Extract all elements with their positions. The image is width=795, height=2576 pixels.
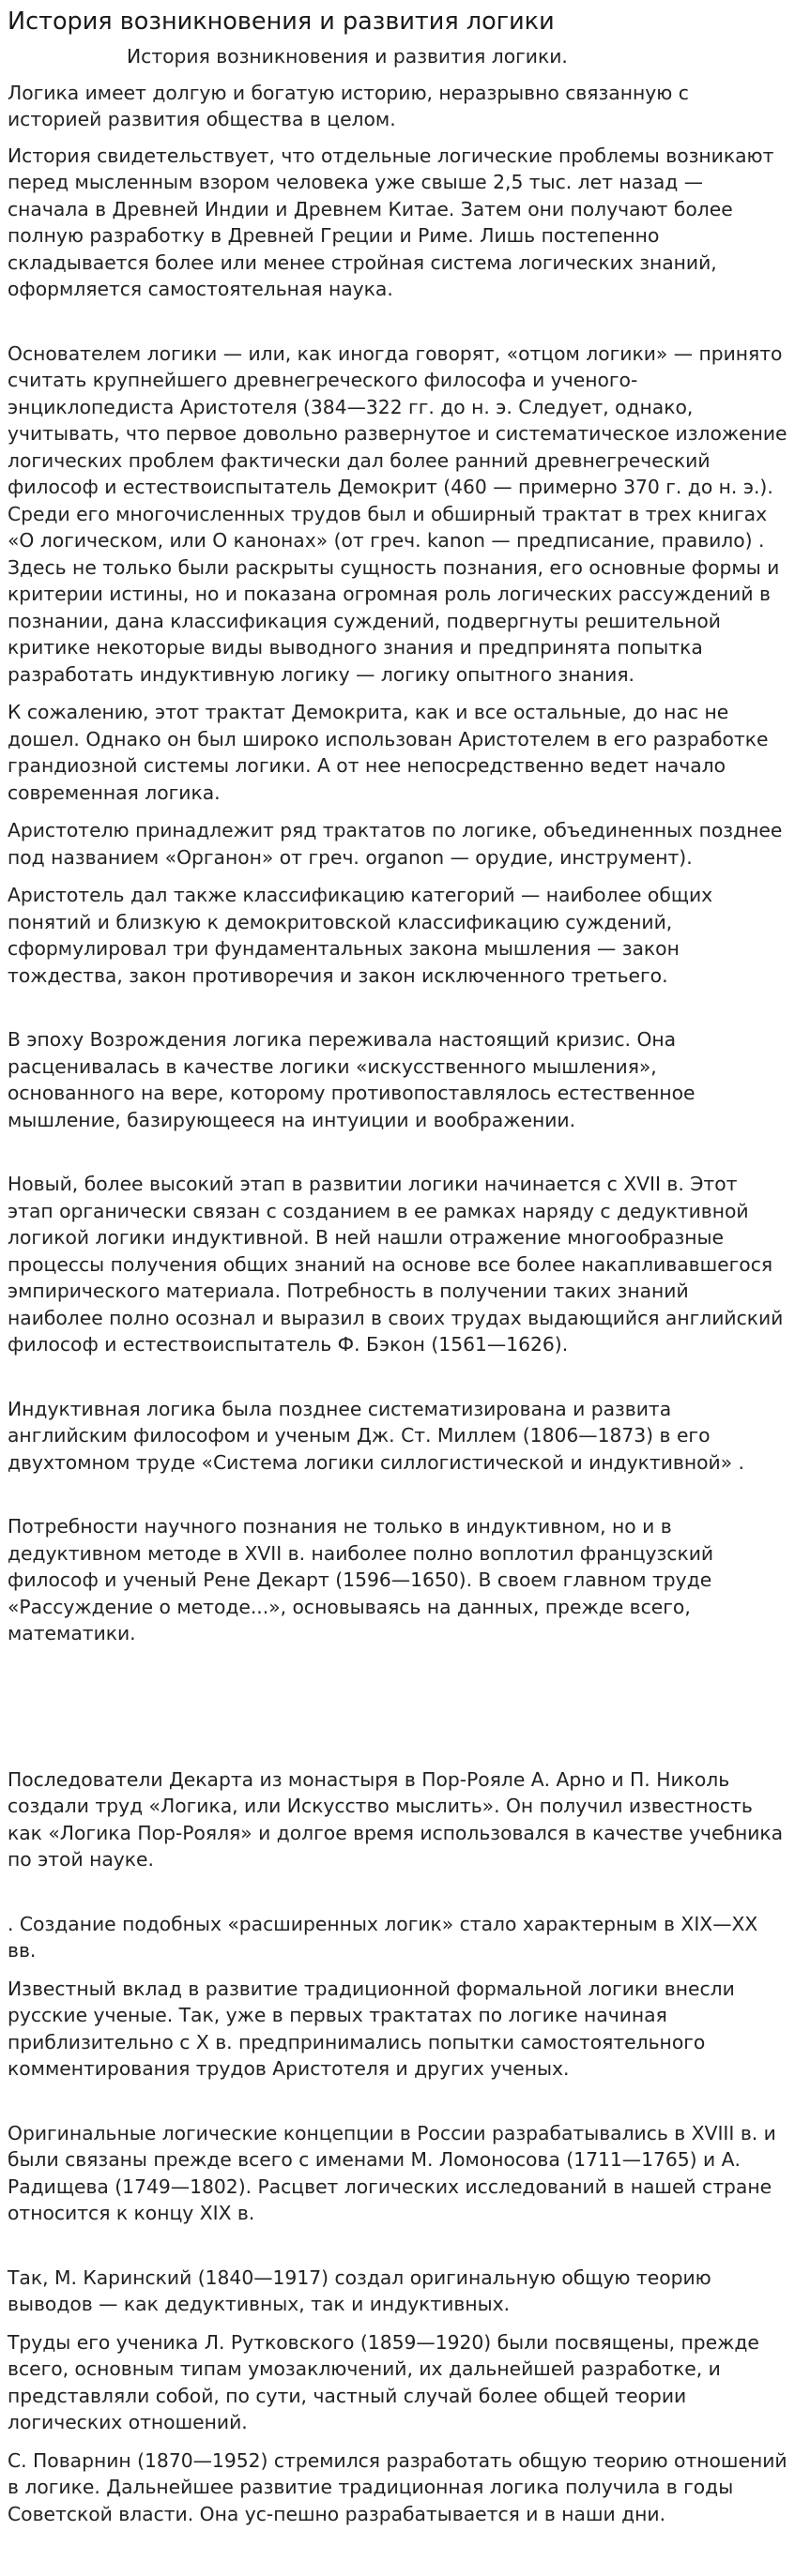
paragraph-inductive-logic: Индуктивная логика была позднее систематизирована и развита английским философом и ученым Дж. Ст. Миллем (1806—1873) в его двухтомном труде «Система логики силлогистической и индуктивной» .	[8, 1397, 744, 1474]
page-subtitle: История возникновения и развития логики.	[127, 45, 568, 68]
paragraph-karinsky: Так, М. Каринский (1840—1917) создал оригинальную общую теорию выводов — как дедуктивных, так и индуктивных.	[8, 2265, 711, 2315]
paragraph-extended-logics: . Создание подобных «расширенных логик» стало характерным в XIX—XX вв.	[8, 1912, 758, 1962]
paragraph-aristotle-categories: Аристотель дал также классификацию категорий — наиболее общих понятий и близкую к демокритовской классификацию суждений, сформулировал три фундаментальных закона мышления — закон тождества, закон противоречия и закон исключенного третьего.	[8, 884, 713, 987]
paragraph-democritus-treatise: К сожалению, этот трактат Демокрита, как и все остальные, до нас не дошел. Однако он был широко использован Аристотелем в его разработке грандиозной системы логики. А от нее непосредственно ведет начало современная логика.	[8, 701, 769, 804]
paragraph-intro: Логика имеет долгую и богатую историю, неразрывно связанную с историей развития общества в целом.	[8, 81, 689, 130]
paragraph-history-evidence: История свидетельствует, что отдельные логические проблемы возникают перед мысленным взором человека уже свыше 2,5 тыс. лет назад — сначала в Древней Индии и Древнем Китае. Затем они получают более полную разработку в Древней Греции и Риме. Лишь постепенно складывается более или менее стройная система логических знаний, оформляется самостоятельная наука.	[8, 144, 774, 300]
paragraph-xvii-century: Новый, более высокий этап в развитии логики начинается с XVII в. Этот этап органически связан с созданием в ее рамках наряду с дедуктивной логикой логики индуктивной. В ней нашли отражение многообразные процессы получения общих знаний на основе все более накапливавшегося эмпирического материала. Потребность в получении таких знаний наиболее полно осознал и выразил в своих трудах выдающийся английский философ и естествоиспытатель Ф. Бэкон (1561—1626).	[8, 1173, 784, 1356]
paragraph-port-royal: Последователи Декарта из монастыря в Пор-Рояле А. Арно и П. Николь создали труд «Логика, или Искусство мыслить». Он получил известность как «Логика Пор-Рояля» и долгое время использовался в качестве учебника по этой науке.	[8, 1767, 784, 1871]
paragraph-organon: Аристотелю принадлежит ряд трактатов по логике, объединенных позднее под названием «Органон» от греч. organon — орудие, инструмент).	[8, 819, 783, 869]
paragraph-rutkovsky: Труды его ученика Л. Рутковского (1859—1920) были посвящены, прежде всего, основным типам умозаключений, их дальнейшей разработке, и представляли собой, по сути, частный случай более общей теории логических отношений.	[8, 2330, 759, 2433]
paragraph-renaissance: В эпоху Возрождения логика переживала настоящий кризис. Она расценивалась в качестве логики «искусственного мышления», основанного на вере, которому противопоставлялось естественное мышление, базирующееся на интуиции и воображении.	[8, 1028, 696, 1131]
page-title: История возникновения и развития логики	[8, 8, 555, 36]
paragraph-descartes: Потребности научного познания не только в индуктивном, но и в дедуктивном методе в XVII в. наиболее полно воплотил французский философ и ученый Рене Декарт (1596—1650). В своем главном труде «Рассуждение о методе...», основываясь на данных, прежде всего, математики.	[8, 1515, 714, 1644]
paragraph-povarnin: С. Поварнин (1870—1952) стремился разработать общую теорию отношений в логике. Дальнейшее развитие традиционная логика получила в годы Советской власти. Она ус-пешно разрабатывается и в наши дни.	[8, 2448, 787, 2525]
paragraph-russia-xviii: Оригинальные логические концепции в России разрабатывались в XVIII в. и были связаны прежде всего с именами М. Ломоносова (1711—1765) и А. Радищева (1749—1802). Расцвет логических исследований в нашей стране относится к концу XIX в.	[8, 2121, 776, 2224]
paragraph-father-of-logic: Основателем логики — или, как иногда говорят, «отцом логики» — принято считать крупнейшего древнегреческого философа и ученого-энциклопедиста Аристотеля (384—322 гг. до н. э. Следует, однако, учитывать, что первое довольно развернутое и систематическое изложение логических проблем фактически дал более ранний древнегреческий философ и естествоиспытатель Демокрит (460 — примерно 370 г. до н. э.). Среди его многочисленных трудов был и обширный трактат в трех книгах «О логическом, или О канонах» (от греч. kanon — предписание, правило) . Здесь не только были раскрыты сущность познания, его основные формы и критерии истины, но и показана огромная роль логических рассуждений в познании, дана классификация суждений, подвергнуты решительной критике некоторые виды выводного знания и предпринята попытка разработать индуктивную логику — логику опытного знания.	[8, 341, 787, 686]
paragraph-russian-scholars: Известный вклад в развитие традиционной формальной логики внесли русские ученые. Так, уже в первых трактатах по логике начиная приблизительно с X в. предпринимались попытки самостоятельного комментирования трудов Аристотеля и других ученых.	[8, 1977, 735, 2080]
